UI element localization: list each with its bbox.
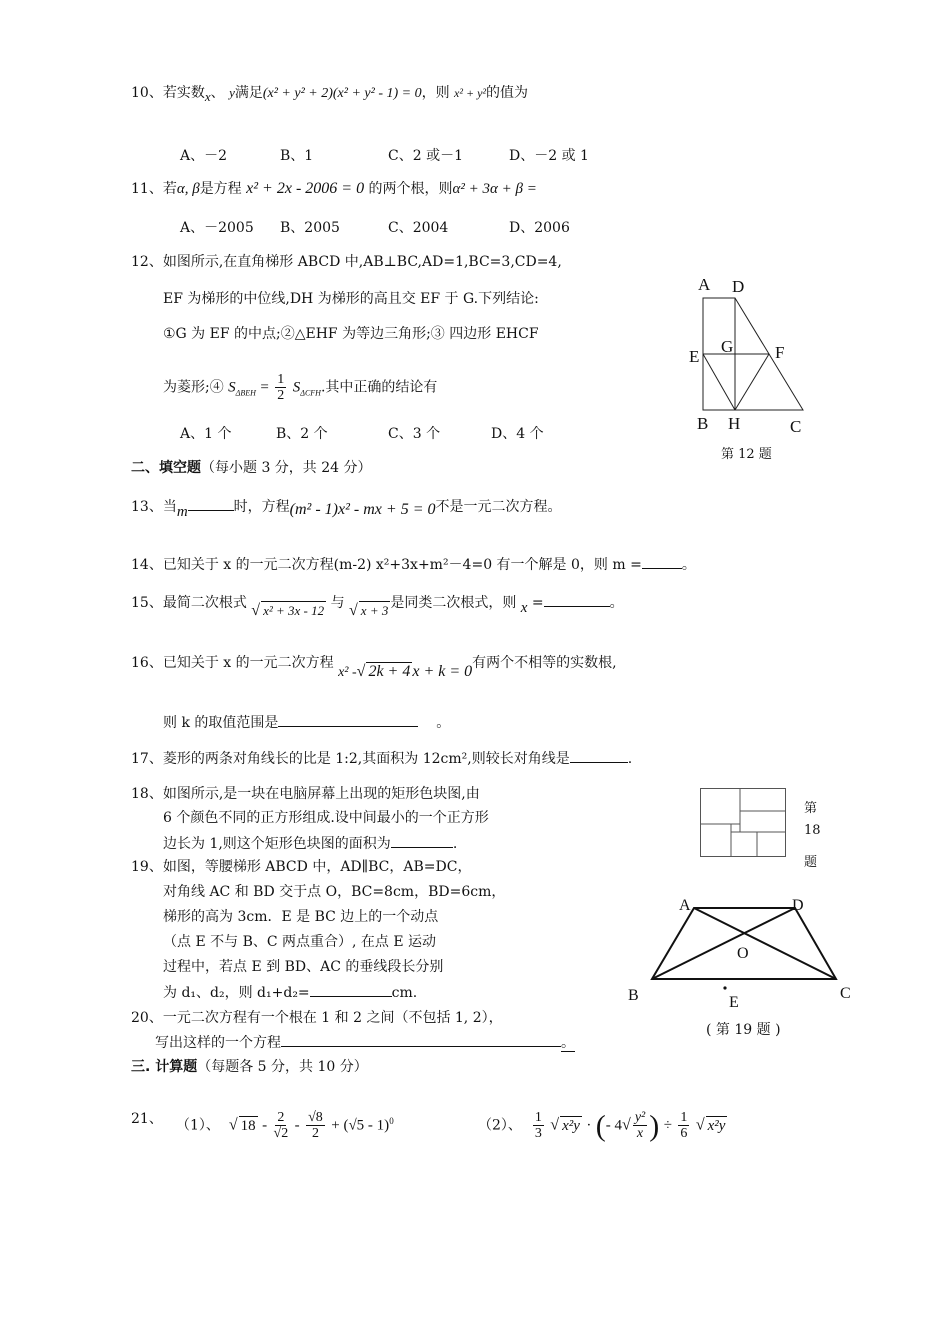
q11-option-b: B、2005 bbox=[280, 220, 340, 236]
q12-line-4: 为菱形;④ $S_{\Delta BEH}$ = $\frac{1}{2}$ $S_{\Delta CFH}$.其中正确的结论有 bbox=[163, 372, 438, 403]
q18-answer-blank[interactable] bbox=[391, 834, 453, 848]
q18-line-3: 边长为 1,则这个矩形色块图的面积为 . bbox=[163, 836, 458, 852]
q12-label-a: A bbox=[698, 275, 711, 294]
q19-label-c: C bbox=[840, 985, 851, 1002]
q19-line-3: 梯形的高为 3cm．E 是 BC 边上的一个动点 bbox=[163, 909, 439, 925]
q10-option-c: C、2 或－1 bbox=[388, 148, 463, 164]
q11-option-c: C、2004 bbox=[388, 220, 449, 236]
q16-stem: 16、已知关于 x 的一元二次方程 x² -√ 2k + 4 x + k = 0有两个不相等的实数根, bbox=[131, 655, 617, 680]
q19-label-o: O bbox=[737, 945, 749, 962]
q12-line-3: ①G 为 EF 的中点;②△EHF 为等边三角形;③ 四边形 EHCF bbox=[163, 326, 539, 342]
q12-trapezoid-figure bbox=[690, 275, 815, 435]
q15-answer-blank[interactable] bbox=[544, 593, 610, 607]
q12-line-1: 12、如图所示,在直角梯形 ABCD 中,AB⊥BC,AD=1,BC=3,CD=4, bbox=[131, 254, 562, 270]
q12-line-2: EF 为梯形的中位线,DH 为梯形的高且交 EF 于 G.下列结论: bbox=[163, 291, 539, 307]
q19-line-6: 为 d₁、d₂，则 d₁+d₂= cm. bbox=[163, 985, 418, 1001]
q20-answer-blank[interactable] bbox=[281, 1033, 561, 1047]
q10-stem: 10、若实数x、 y满足(x² + y² + 2)(x² + y² - 1) = 0，则 x² + y²的值为 bbox=[131, 85, 528, 104]
q12-label-h: H bbox=[728, 414, 741, 433]
q12-label-d: D bbox=[732, 277, 745, 296]
q18-line-1: 18、如图所示,是一块在电脑屏幕上出现的矩形色块图,由 bbox=[131, 786, 480, 802]
q19-label-e: E bbox=[729, 994, 739, 1011]
q11-stem: 11、若α, β是方程 x² + 2x - 2006 = 0 的两个根，则α² + 3α + β = bbox=[131, 180, 537, 197]
q19-label-d: D bbox=[792, 897, 804, 914]
q12-caption: 第 12 题 bbox=[721, 447, 772, 462]
q13-answer-blank[interactable] bbox=[188, 497, 234, 511]
q19-line-1: 19、如图，等腰梯形 ABCD 中，AD∥BC，AB=DC， bbox=[131, 859, 472, 875]
q18-rectangle-figure bbox=[700, 788, 786, 858]
q20-line-1: 20、一元二次方程有一个根在 1 和 2 之间（不包括 1, 2）， bbox=[131, 1010, 503, 1026]
q19-label-a: A bbox=[679, 897, 691, 914]
q10-option-a: A、－2 bbox=[180, 148, 228, 164]
q19-line-5: 过程中，若点 E 到 BD、AC 的垂线段长分别 bbox=[163, 959, 444, 975]
q19-label-b: B bbox=[628, 987, 639, 1004]
q11-option-a: A、－2005 bbox=[180, 220, 254, 236]
q13-stem: 13、当m 时，方程(m² - 1)x² - mx + 5 = 0不是一元二次方程。 bbox=[131, 499, 562, 520]
q21-part-1: （1）、 √ 18 - $\frac{2}{√2}$ - $\frac{√8}{2}$ + (√5 - 1)$^0$ bbox=[176, 1110, 394, 1141]
q12-fraction: $\frac{1}{2}$ bbox=[277, 372, 285, 403]
q10-option-b: B、1 bbox=[280, 148, 314, 164]
q12-option-d: D、4 个 bbox=[491, 426, 544, 442]
q12-label-c: C bbox=[790, 417, 802, 436]
q16-answer-blank[interactable] bbox=[278, 713, 418, 727]
section-3-heading: 三. 计算题（每题各 5 分，共 10 分） bbox=[131, 1059, 368, 1075]
q18-line-2: 6 个颜色不同的正方形组成.设中间最小的一个正方形 bbox=[163, 810, 489, 826]
q17-stem: 17、菱形的两条对角线长的比是 1:2,其面积为 12cm²,则较长对角线是 . bbox=[131, 751, 633, 767]
q18-caption-2: 18 bbox=[804, 823, 821, 838]
q14-answer-blank[interactable] bbox=[642, 555, 682, 569]
q18-caption-1: 第 bbox=[804, 801, 818, 816]
q21-part-2: （2）、 $\frac{1}{3}$ √ x²y · (- 4√ $\frac{\text{y²}}{x}$ ) ÷ $\frac{1}{6}$ √ x²y bbox=[478, 1109, 726, 1143]
q16-line-2: 则 k 的取值范围是 。 bbox=[163, 715, 451, 731]
q19-line-2: 对角线 AC 和 BD 交于点 O，BC=8cm，BD=6cm， bbox=[163, 884, 506, 900]
q12-option-a: A、1 个 bbox=[180, 426, 232, 442]
q14-stem: 14、已知关于 x 的一元二次方程(m-2) x²+3x+m²－4=0 有一个解是 0，则 m = 。 bbox=[131, 557, 696, 573]
q17-answer-blank[interactable] bbox=[570, 749, 628, 763]
section-2-heading: 二、填空题（每小题 3 分，共 24 分） bbox=[131, 460, 372, 476]
q19-line-4: （点 E 不与 B、C 两点重合）, 在点 E 运动 bbox=[163, 934, 437, 950]
q12-label-g: G bbox=[721, 337, 734, 356]
q12-label-b: B bbox=[697, 414, 709, 433]
q10-option-d: D、－2 或 1 bbox=[509, 148, 589, 164]
q19-answer-blank[interactable] bbox=[310, 983, 392, 997]
q19-caption: ( 第 19 题 ) bbox=[706, 1022, 781, 1038]
q12-label-e: E bbox=[689, 347, 700, 366]
q21-number: 21、 bbox=[131, 1111, 163, 1127]
q20-line-2: 写出这样的一个方程 。 bbox=[155, 1035, 575, 1051]
q12-option-b: B、2 个 bbox=[276, 426, 328, 442]
q11-option-d: D、2006 bbox=[509, 220, 570, 236]
q12-label-f: F bbox=[775, 343, 785, 362]
q15-stem: 15、最简二次根式 √ x² + 3x - 12 与 √ x + 3 是同类二次根式，则 x = 。 bbox=[131, 595, 624, 619]
q18-caption-3: 题 bbox=[804, 855, 818, 870]
q12-option-c: C、3 个 bbox=[388, 426, 441, 442]
